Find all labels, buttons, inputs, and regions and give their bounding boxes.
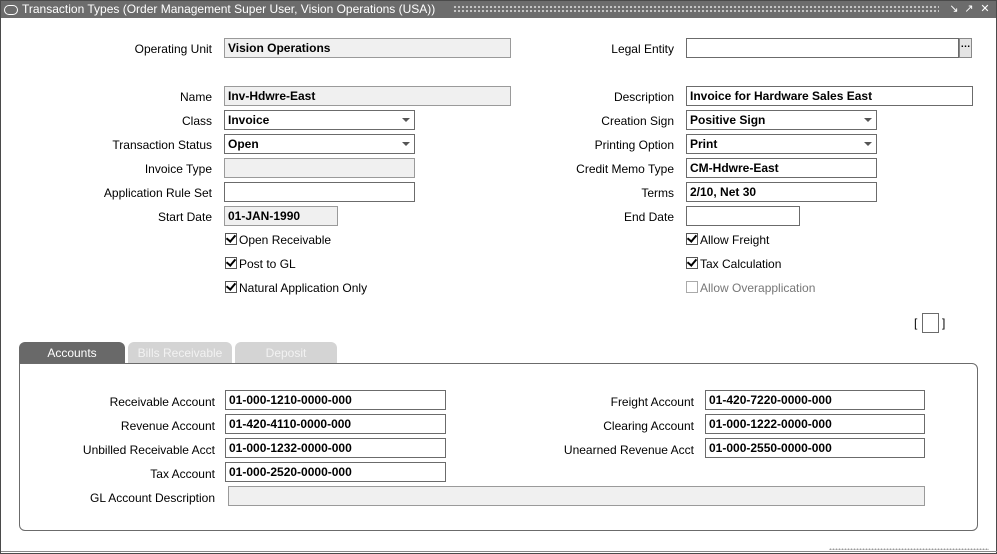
maximize-icon[interactable]: ↗: [964, 3, 974, 15]
tab-deposit[interactable]: Deposit: [235, 342, 337, 364]
creation-sign-label: Creation Sign: [601, 114, 674, 128]
unbilled-receivable-acct-field[interactable]: 01-000-1232-0000-000: [225, 438, 446, 458]
description-field[interactable]: Invoice for Hardware Sales East: [686, 86, 973, 106]
chevron-down-icon: [402, 118, 410, 122]
end-date-field[interactable]: [686, 206, 800, 226]
post-to-gl-label: Post to GL: [239, 257, 296, 271]
printing-option-select[interactable]: [686, 134, 877, 154]
chevron-down-icon: [864, 142, 872, 146]
transaction-status-label: Transaction Status: [112, 138, 212, 152]
allow-freight-checkbox[interactable]: [686, 233, 769, 247]
title-bar-grip: [453, 5, 939, 14]
open-receivable-checkbox[interactable]: [225, 233, 331, 247]
credit-memo-type-field[interactable]: CM-Hdwre-East: [686, 158, 877, 178]
terms-field[interactable]: 2/10, Net 30: [686, 182, 877, 202]
creation-sign-select[interactable]: [686, 110, 877, 130]
tax-calculation-label: Tax Calculation: [700, 257, 782, 271]
post-to-gl-checkbox[interactable]: [225, 257, 296, 271]
title-bar[interactable]: [1, 1, 996, 18]
check-icon: [225, 281, 237, 293]
gl-account-description-label: GL Account Description: [90, 491, 215, 505]
class-label: Class: [181, 114, 212, 128]
revenue-account-field[interactable]: 01-420-4110-0000-000: [225, 414, 446, 434]
start-date-label: Start Date: [157, 210, 212, 224]
close-icon[interactable]: ✕: [980, 3, 990, 15]
name-label: Name: [179, 90, 212, 104]
application-rule-set-label: Application Rule Set: [103, 186, 212, 200]
check-icon: [686, 257, 698, 269]
tab-bills-receivable[interactable]: Bills Receivable: [128, 342, 232, 364]
operating-unit-label: Operating Unit: [134, 42, 212, 56]
operating-unit-field[interactable]: Vision Operations: [224, 38, 511, 58]
transaction-status-value: Open: [228, 137, 259, 151]
checkbox-empty-icon: [686, 281, 698, 293]
description-label: Description: [613, 90, 674, 104]
gl-account-description-field[interactable]: [228, 486, 925, 506]
minimize-icon[interactable]: ↘: [949, 3, 959, 15]
allow-overapplication-checkbox[interactable]: [686, 281, 815, 295]
class-value: Invoice: [228, 113, 270, 127]
clearing-account-label: Clearing Account: [603, 419, 694, 433]
transaction-status-select[interactable]: [224, 134, 415, 154]
window-bottom-edge: [1, 551, 997, 552]
window-title: Transaction Types (Order Management Super User, Vision Operations (USA)): [22, 2, 436, 16]
unbilled-receivable-acct-label: Unbilled Receivable Acct: [82, 443, 215, 457]
check-icon: [225, 257, 237, 269]
end-date-label: End Date: [623, 210, 674, 224]
freight-account-label: Freight Account: [610, 395, 694, 409]
unearned-revenue-acct-field[interactable]: 01-000-2550-0000-000: [705, 438, 925, 458]
tax-account-label: Tax Account: [150, 467, 215, 481]
unearned-revenue-acct-label: Unearned Revenue Acct: [563, 443, 694, 457]
creation-sign-value: Positive Sign: [690, 113, 766, 127]
bracket-close: ]: [942, 316, 946, 330]
start-date-field[interactable]: 01-JAN-1990: [224, 206, 338, 226]
tax-account-field[interactable]: 01-000-2520-0000-000: [225, 462, 446, 482]
credit-memo-type-label: Credit Memo Type: [576, 162, 674, 176]
invoice-type-label: Invoice Type: [144, 162, 212, 176]
ellipsis-icon[interactable]: …: [959, 38, 972, 58]
receivable-account-label: Receivable Account: [109, 395, 215, 409]
check-icon: [225, 233, 237, 245]
legal-entity-label: Legal Entity: [611, 42, 674, 56]
clearing-account-field[interactable]: 01-000-1222-0000-000: [705, 414, 925, 434]
application-rule-set-field[interactable]: [224, 182, 415, 202]
allow-freight-label: Allow Freight: [700, 233, 770, 247]
natural-application-only-checkbox[interactable]: [225, 281, 367, 295]
invoice-type-field[interactable]: [224, 158, 415, 178]
printing-option-value: Print: [690, 137, 718, 151]
freight-account-field[interactable]: 01-420-7220-0000-000: [705, 390, 925, 410]
tab-accounts[interactable]: Accounts: [19, 342, 125, 364]
flexfield-box[interactable]: [922, 313, 939, 333]
window-pill-icon: [4, 5, 18, 15]
allow-overapplication-label: Allow Overapplication: [700, 281, 816, 295]
bracket-open: [: [914, 316, 918, 330]
open-receivable-label: Open Receivable: [239, 233, 332, 247]
chevron-down-icon: [402, 142, 410, 146]
revenue-account-label: Revenue Account: [120, 419, 215, 433]
tax-calculation-checkbox[interactable]: [686, 257, 781, 271]
printing-option-label: Printing Option: [594, 138, 674, 152]
terms-label: Terms: [641, 186, 674, 200]
check-icon: [686, 233, 698, 245]
natural-application-only-label: Natural Application Only: [239, 281, 368, 295]
legal-entity-field[interactable]: [686, 38, 959, 58]
chevron-down-icon: [864, 118, 872, 122]
receivable-account-field[interactable]: 01-000-1210-0000-000: [225, 390, 446, 410]
name-field[interactable]: Inv-Hdwre-East: [224, 86, 511, 106]
class-select[interactable]: [224, 110, 415, 130]
